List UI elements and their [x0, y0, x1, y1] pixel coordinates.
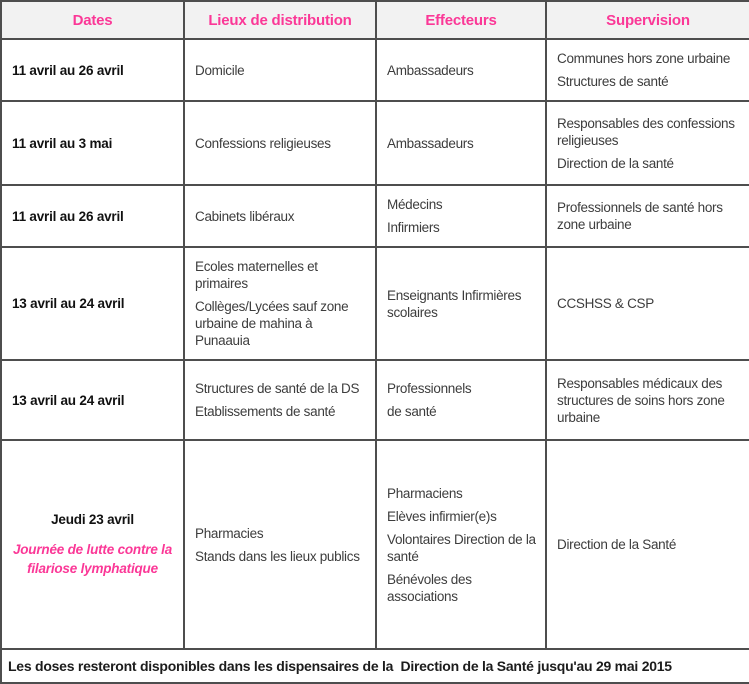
- event-label: Journée de lutte contre la filariose lymphatique: [12, 541, 173, 576]
- column-header-supervision: Supervision: [546, 1, 749, 39]
- supervision-cell: [546, 247, 749, 360]
- supervision-cell: [546, 185, 749, 247]
- effecteurs-item: Infirmiers: [387, 220, 440, 235]
- supervision-item: Responsables médicaux des structures de soins hors zone urbaine: [557, 375, 725, 425]
- table-row: [1, 101, 749, 185]
- effecteurs-cell: [376, 440, 546, 649]
- date-cell: 11 avril au 26 avril: [1, 185, 184, 247]
- lieux-item: Structures de santé de la DS: [195, 381, 360, 396]
- effecteurs-item: de santé: [387, 404, 437, 419]
- supervision-cell: [546, 101, 749, 185]
- lieux-cell: [184, 440, 376, 649]
- supervision-item: Communes hors zone urbaine: [557, 51, 731, 66]
- lieux-cell: [184, 247, 376, 360]
- lieux-cell: [184, 360, 376, 440]
- table-header-row: [1, 1, 749, 39]
- effecteurs-cell: [376, 101, 546, 185]
- column-header-lieux: Lieux de distribution: [184, 1, 376, 39]
- supervision-cell: [546, 440, 749, 649]
- lieux-item: Pharmacies: [195, 525, 264, 541]
- table-row: [1, 39, 749, 101]
- lieux-item: Ecoles maternelles et primaires: [195, 259, 318, 291]
- effecteurs-item: Volontaires Direction de la santé: [387, 531, 536, 564]
- effecteurs-item: Bénévoles des associations: [387, 571, 472, 604]
- effecteurs-cell: [376, 185, 546, 247]
- lieux-cell: [184, 185, 376, 247]
- supervision-item: Responsables des confessions religieuses: [557, 115, 735, 148]
- date-label: Jeudi 23 avril: [51, 511, 134, 527]
- date-cell: 13 avril au 24 avril: [1, 247, 184, 360]
- date-cell: 11 avril au 3 mai: [1, 101, 184, 185]
- date-cell: [1, 440, 184, 649]
- table-row: [1, 247, 749, 360]
- date-cell: 11 avril au 26 avril: [1, 39, 184, 101]
- lieux-item: Stands dans les lieux publics: [195, 548, 360, 564]
- supervision-item: Direction de la Santé: [557, 537, 677, 552]
- supervision-item: Structures de santé: [557, 74, 669, 89]
- effecteurs-item: Ambassadeurs: [387, 135, 474, 151]
- date-cell: 13 avril au 24 avril: [1, 360, 184, 440]
- effecteurs-item: Ambassadeurs: [387, 62, 474, 78]
- effecteurs-cell: [376, 39, 546, 101]
- supervision-item: Professionnels de santé hors zone urbaine: [557, 200, 723, 232]
- table-row: [1, 185, 749, 247]
- lieux-item: Etablissements de santé: [195, 404, 336, 419]
- lieux-item: Cabinets libéraux: [195, 208, 295, 224]
- lieux-item: Confessions religieuses: [195, 135, 331, 151]
- effecteurs-cell: [376, 247, 546, 360]
- supervision-item: CCSHSS & CSP: [557, 296, 654, 311]
- effecteurs-item: Elèves infirmier(e)s: [387, 508, 497, 524]
- lieux-item: Domicile: [195, 62, 245, 78]
- column-header-effecteurs: Effecteurs: [376, 1, 546, 39]
- lieux-cell: [184, 101, 376, 185]
- supervision-item: Direction de la santé: [557, 155, 674, 171]
- table-row: [1, 440, 749, 649]
- supervision-cell: [546, 39, 749, 101]
- supervision-cell: [546, 360, 749, 440]
- effecteurs-item: Enseignants Infirmières scolaires: [387, 287, 522, 320]
- lieux-cell: [184, 39, 376, 101]
- effecteurs-item: Médecins: [387, 197, 443, 212]
- effecteurs-cell: [376, 360, 546, 440]
- footer-note: Les doses resteront disponibles dans les dispensaires de la Direction de la Santé jusqu'au 29 mai 2015: [1, 649, 749, 683]
- table-row: [1, 360, 749, 440]
- column-header-dates: Dates: [1, 1, 184, 39]
- effecteurs-item: Professionnels: [387, 381, 472, 396]
- lieux-item: Collèges/Lycées sauf zone urbaine de mahina à Punaauia: [195, 299, 349, 348]
- effecteurs-item: Pharmaciens: [387, 485, 463, 501]
